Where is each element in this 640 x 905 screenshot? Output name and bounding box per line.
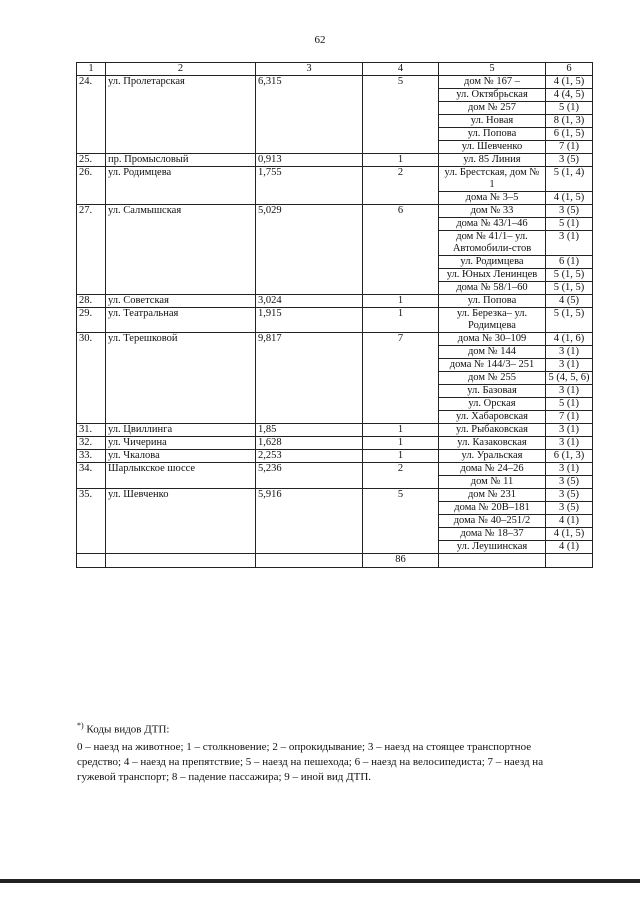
row-number: 29. xyxy=(77,308,106,333)
accident-table xyxy=(76,62,593,568)
table-row xyxy=(77,154,593,167)
dtp-code-cell: 4 (5) xyxy=(546,295,593,308)
dtp-code-cell: 3 (1) xyxy=(546,385,593,398)
location-cell: дома № 30–109 xyxy=(439,333,546,346)
accident-count: 5 xyxy=(363,76,439,154)
length-km: 1,85 xyxy=(256,424,363,437)
street-name: ул. Чичерина xyxy=(106,437,256,450)
header-cell: 3 xyxy=(256,63,363,76)
table-row xyxy=(77,424,593,437)
dtp-code-cell: 3 (5) xyxy=(546,489,593,502)
location-cell: ул. Орская xyxy=(439,398,546,411)
accident-count: 6 xyxy=(363,205,439,295)
location-cell: дома № 40–251/2 xyxy=(439,515,546,528)
row-number: 31. xyxy=(77,424,106,437)
accident-count: 7 xyxy=(363,333,439,424)
dtp-code-cell: 3 (5) xyxy=(546,154,593,167)
accident-count: 5 xyxy=(363,489,439,554)
footnote-text: 0 – наезд на животное; 1 – столкновение; 2 – опрокидывание; 3 – наезд на стоящее транспортное средство; 4 – наезд на препятствие; 5 – наезд на пешехода; 6 – наезд на велосипедиста; 7 – наезд на гужевой транспорт; 8 – падение пассажира; 9 – иной вид ДТП. xyxy=(77,740,544,783)
total-row xyxy=(77,554,593,568)
length-km: 5,029 xyxy=(256,205,363,295)
footnote-title xyxy=(77,718,562,738)
location-cell: ул. Базовая xyxy=(439,385,546,398)
table-row xyxy=(77,205,593,218)
length-km: 9,817 xyxy=(256,333,363,424)
dtp-code-cell: 5 (1) xyxy=(546,398,593,411)
row-number: 25. xyxy=(77,154,106,167)
location-cell: ул. 85 Линия xyxy=(439,154,546,167)
dtp-code-cell: 5 (1, 5) xyxy=(546,269,593,282)
accident-count: 1 xyxy=(363,437,439,450)
dtp-code-cell: 3 (1) xyxy=(546,231,593,256)
dtp-code-cell: 8 (1, 3) xyxy=(546,115,593,128)
dtp-code-cell: 3 (1) xyxy=(546,359,593,372)
dtp-code-cell: 4 (1, 6) xyxy=(546,333,593,346)
table-row xyxy=(77,167,593,192)
location-cell: ул. Юных Ленинцев xyxy=(439,269,546,282)
location-cell: дома № 18–37 xyxy=(439,528,546,541)
empty-cell xyxy=(77,554,106,568)
dtp-code-cell: 6 (1, 5) xyxy=(546,128,593,141)
length-km: 1,628 xyxy=(256,437,363,450)
location-cell: дома № 144/3– 251 xyxy=(439,359,546,372)
dtp-code-cell: 3 (1) xyxy=(546,424,593,437)
location-cell: ул. Попова xyxy=(439,295,546,308)
location-cell: ул. Рыбаковская xyxy=(439,424,546,437)
location-cell: дома № 20В–181 xyxy=(439,502,546,515)
dtp-code-cell: 4 (1, 5) xyxy=(546,528,593,541)
street-name: ул. Терешковой xyxy=(106,333,256,424)
empty-cell xyxy=(546,554,593,568)
row-number: 33. xyxy=(77,450,106,463)
row-number: 27. xyxy=(77,205,106,295)
location-cell: ул. Казаковская xyxy=(439,437,546,450)
row-number: 24. xyxy=(77,76,106,154)
header-cell: 5 xyxy=(439,63,546,76)
dtp-code-cell: 6 (1) xyxy=(546,256,593,269)
dtp-code-cell: 3 (1) xyxy=(546,463,593,476)
location-cell: дом № 167 – xyxy=(439,76,546,89)
length-km: 2,253 xyxy=(256,450,363,463)
accident-count: 1 xyxy=(363,308,439,333)
dtp-code-cell: 3 (5) xyxy=(546,205,593,218)
dtp-code-cell: 5 (1, 5) xyxy=(546,308,593,333)
dtp-code-cell: 4 (4, 5) xyxy=(546,89,593,102)
location-cell: дома № 58/1–60 xyxy=(439,282,546,295)
street-name: ул. Шевченко xyxy=(106,489,256,554)
dtp-code-cell: 5 (1) xyxy=(546,102,593,115)
row-number: 26. xyxy=(77,167,106,205)
table-row xyxy=(77,295,593,308)
accident-count: 1 xyxy=(363,295,439,308)
location-cell: дом № 231 xyxy=(439,489,546,502)
location-cell: ул. Октябрьская xyxy=(439,89,546,102)
dtp-code-cell: 7 (1) xyxy=(546,141,593,154)
street-name: ул. Пролетарская xyxy=(106,76,256,154)
dtp-code-cell: 4 (1, 5) xyxy=(546,192,593,205)
street-name: ул. Советская xyxy=(106,295,256,308)
row-number: 32. xyxy=(77,437,106,450)
dtp-code-cell: 6 (1, 3) xyxy=(546,450,593,463)
location-cell: ул. Леушинская xyxy=(439,541,546,554)
empty-cell xyxy=(106,554,256,568)
location-cell: дом № 11 xyxy=(439,476,546,489)
dtp-code-cell: 3 (5) xyxy=(546,476,593,489)
table-row xyxy=(77,437,593,450)
location-cell: дома № 43/1–46 xyxy=(439,218,546,231)
location-cell: дом № 255 xyxy=(439,372,546,385)
location-cell: ул. Попова xyxy=(439,128,546,141)
location-cell: ул. Березка– ул. Родимцева xyxy=(439,308,546,333)
footnote-marker: *) xyxy=(77,721,84,730)
bottom-rule xyxy=(0,879,640,883)
location-cell: дома № 24–26 xyxy=(439,463,546,476)
street-name: ул. Чкалова xyxy=(106,450,256,463)
location-cell: дом № 257 xyxy=(439,102,546,115)
table-row xyxy=(77,308,593,333)
empty-cell xyxy=(439,554,546,568)
header-cell: 4 xyxy=(363,63,439,76)
accident-count: 2 xyxy=(363,167,439,205)
accident-count: 1 xyxy=(363,154,439,167)
header-cell: 1 xyxy=(77,63,106,76)
location-cell: дом № 144 xyxy=(439,346,546,359)
location-cell: ул. Уральская xyxy=(439,450,546,463)
table-row xyxy=(77,333,593,346)
dtp-code-cell: 5 (1) xyxy=(546,218,593,231)
dtp-code-cell: 3 (1) xyxy=(546,346,593,359)
length-km: 5,916 xyxy=(256,489,363,554)
table-row xyxy=(77,463,593,476)
header-cell: 6 xyxy=(546,63,593,76)
table-row xyxy=(77,489,593,502)
dtp-code-cell: 4 (1) xyxy=(546,541,593,554)
length-km: 5,236 xyxy=(256,463,363,489)
accident-count: 2 xyxy=(363,463,439,489)
empty-cell xyxy=(256,554,363,568)
location-cell: ул. Родимцева xyxy=(439,256,546,269)
row-number: 30. xyxy=(77,333,106,424)
dtp-code-cell: 5 (4, 5, 6) xyxy=(546,372,593,385)
street-name: пр. Промысловый xyxy=(106,154,256,167)
table-row xyxy=(77,450,593,463)
street-name: ул. Театральная xyxy=(106,308,256,333)
page-number: 62 xyxy=(314,34,326,46)
length-km: 1,915 xyxy=(256,308,363,333)
length-km: 6,315 xyxy=(256,76,363,154)
street-name: ул. Родимцева xyxy=(106,167,256,205)
length-km: 3,024 xyxy=(256,295,363,308)
dtp-code-cell: 5 (1, 5) xyxy=(546,282,593,295)
header-row xyxy=(77,63,593,76)
row-number: 34. xyxy=(77,463,106,489)
row-number: 28. xyxy=(77,295,106,308)
dtp-code-cell: 4 (1) xyxy=(546,515,593,528)
table-row xyxy=(77,76,593,89)
location-cell: дом № 41/1– ул. Автомобили-стов xyxy=(439,231,546,256)
street-name: Шарлыкское шоссе xyxy=(106,463,256,489)
row-number: 35. xyxy=(77,489,106,554)
accident-count: 1 xyxy=(363,450,439,463)
location-cell: ул. Брестская, дом № 1 xyxy=(439,167,546,192)
footnote xyxy=(77,718,562,785)
header-cell: 2 xyxy=(106,63,256,76)
footnote-title-text: Коды видов ДТП: xyxy=(86,723,170,736)
location-cell: дома № 3–5 xyxy=(439,192,546,205)
street-name: ул. Салмышская xyxy=(106,205,256,295)
location-cell: ул. Хабаровская xyxy=(439,411,546,424)
total-count: 86 xyxy=(363,554,439,568)
dtp-code-cell: 3 (1) xyxy=(546,437,593,450)
street-name: ул. Цвиллинга xyxy=(106,424,256,437)
dtp-code-cell: 5 (1, 4) xyxy=(546,167,593,192)
dtp-code-cell: 4 (1, 5) xyxy=(546,76,593,89)
length-km: 1,755 xyxy=(256,167,363,205)
length-km: 0,913 xyxy=(256,154,363,167)
location-cell: дом № 33 xyxy=(439,205,546,218)
dtp-code-cell: 3 (5) xyxy=(546,502,593,515)
location-cell: ул. Шевченко xyxy=(439,141,546,154)
dtp-code-cell: 7 (1) xyxy=(546,411,593,424)
accident-count: 1 xyxy=(363,424,439,437)
location-cell: ул. Новая xyxy=(439,115,546,128)
